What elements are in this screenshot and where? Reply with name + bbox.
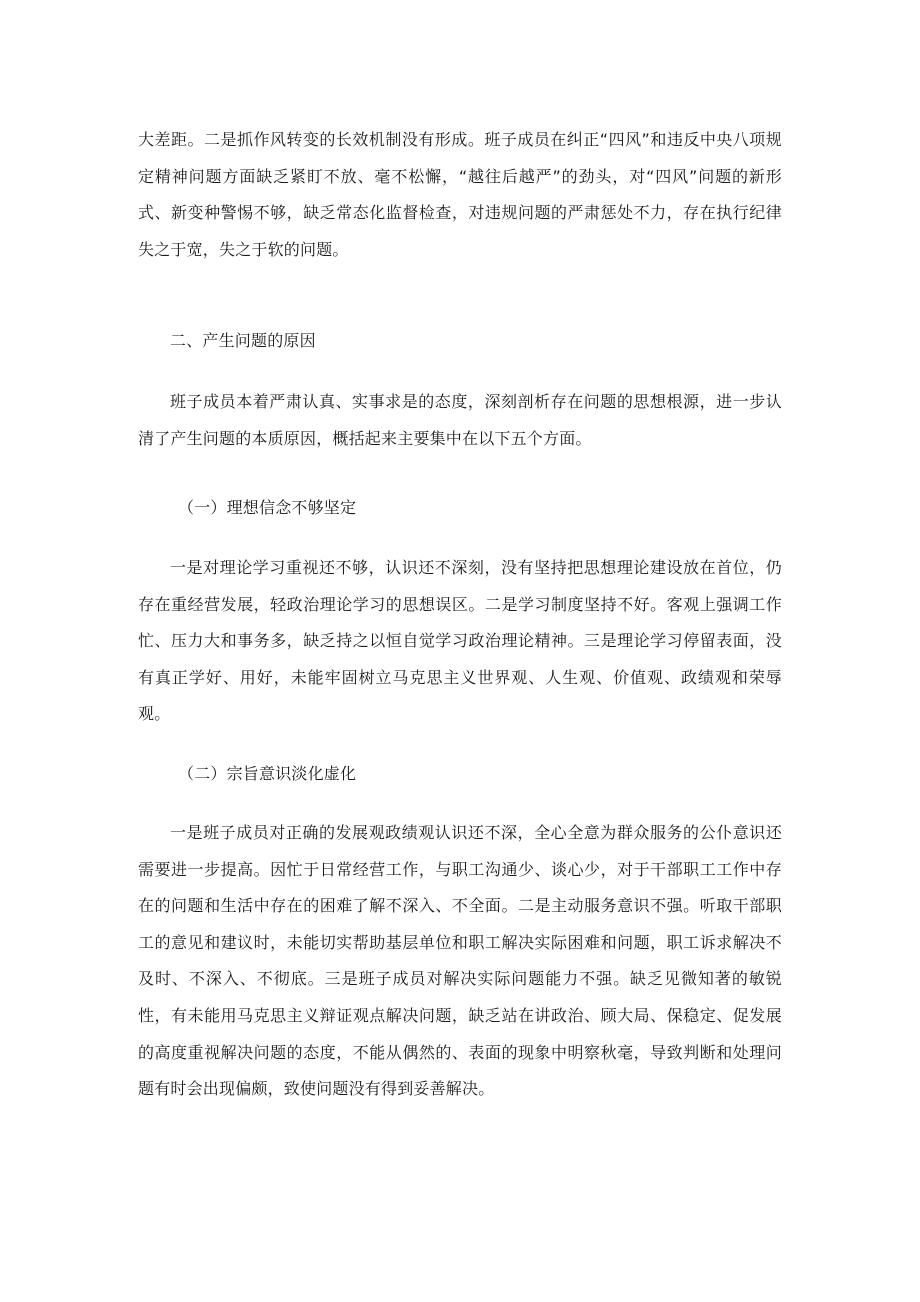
paragraph-intro: 班子成员本着严肃认真、实事求是的态度，深刻剖析存在问题的思想根源，进一步认清了产生问题的本质原因，概括起来主要集中在以下五个方面。 xyxy=(138,392,782,448)
paragraph-purpose: 一是班子成员对正确的发展观政绩观认识还不深，全心全意为群众服务的公仆意识还需要进一步提高。因忙于日常经营工作，与职工沟通少、谈心少，对于干部职工工作中存在的问题和生活中存在的困难了解不深入、不全面。二是主动服务意识不强。听取干部职工的意见和建议时，未能切实帮助基层单位和职工解决实际困难和问题，职工诉求解决不及时、不深入、不彻底。三是班子成员对解决实际问题能力不强。缺乏见微知著的敏锐性，有未能用马克思主义辩证观点解决问题，缺乏站在讲政治、顾大局、保稳定、促发展的高度重视解决问题的态度，不能从偶然的、表面的现象中明察秋毫，导致判断和处理问题有时会出现偏颇，致使问题没有得到妥善解决。 xyxy=(138,823,782,1099)
paragraph-continuation: 大差距。二是抓作风转变的长效机制没有形成。班子成员在纠正“四风”和违反中央八项规定精神问题方面缺乏紧盯不放、毫不松懈，“越往后越严”的劲头，对“四风”问题的新形式、新变种警惕不够，缺乏常态化监督检查，对违规问题的严肃惩处不力，存在执行纪律失之于宽，失之于软的问题。 xyxy=(138,130,782,259)
subsection-heading-purpose: （二）宗旨意识淡化虚化 xyxy=(178,764,357,783)
paragraph-ideals: 一是对理论学习重视还不够，认识还不深刻，没有坚持把思想理论建设放在首位，仍存在重经营发展，轻政治理论学习的思想误区。二是学习制度坚持不好。客观上强调工作忙、压力大和事务多，缺乏持之以恒自觉学习政治理论精神。三是理论学习停留表面，没有真正学好、用好，未能牢固树立马克思主义世界观、人生观、价值观、政绩观和荣辱观。 xyxy=(138,558,782,724)
section-heading-causes: 二、产生问题的原因 xyxy=(170,331,316,350)
subsection-heading-ideals: （一）理想信念不够坚定 xyxy=(178,498,357,517)
